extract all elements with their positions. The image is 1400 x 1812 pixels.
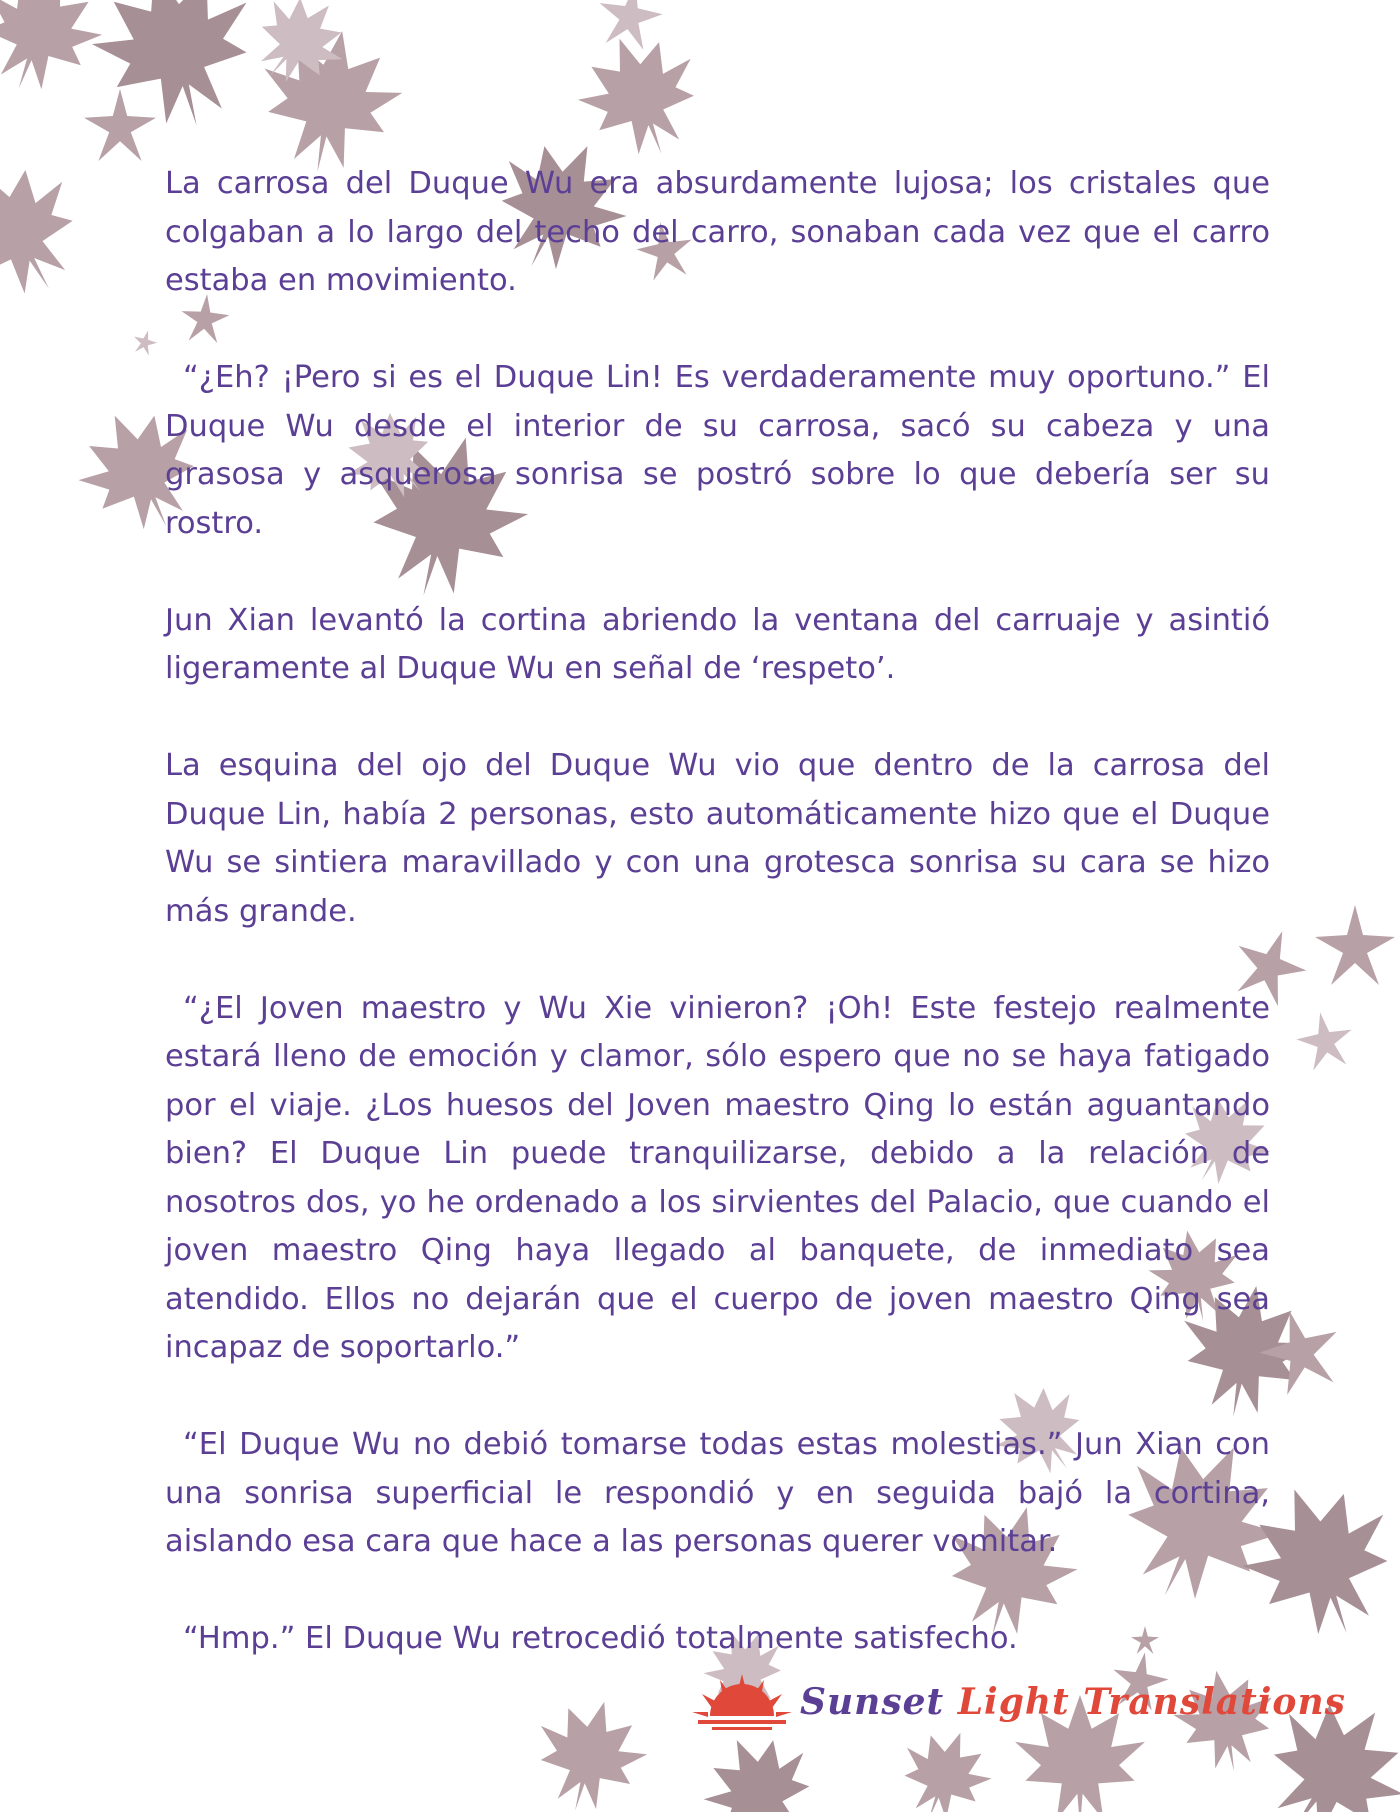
logo-word-light: Light — [957, 1681, 1070, 1723]
sunset-light-translations-logo — [690, 1672, 1346, 1732]
maple-leaf-icon — [1315, 905, 1395, 985]
maple-leaf-icon — [0, 141, 105, 321]
document-body — [165, 160, 1270, 1712]
maple-leaf-icon — [1293, 1008, 1358, 1073]
paragraph-6: “El Duque Wu no debió tomarse todas estas molestias.” Jun Xian con una sonrisa superficial le respondió y en seguida bajó la cortina, aislando esa cara que hace a las personas querer vomitar. — [165, 1427, 1270, 1559]
logo-text — [800, 1678, 1346, 1726]
logo-word-sunset: Sunset — [800, 1681, 945, 1723]
sunset-sun-icon — [690, 1672, 795, 1732]
maple-leaf-icon — [84, 89, 156, 161]
logo-word-translations: Translations — [1083, 1681, 1346, 1723]
paragraph-5: “¿El Joven maestro y Wu Xie vinieron? ¡Oh! Este festejo realmente estará lleno de emoción y clamor, sólo espero que no se haya fatigado por el viaje. ¿Los huesos del Joven maestro Qing lo están aguantando bien? El Duque Lin puede tranquilizarse, debido a la relación de nosotros dos, yo he ordenado a los sirvientes del Palacio, que cuando el joven maestro Qing haya llegado al banquete, de inmediato sea atendido. Ellos no dejarán que el cuerpo de joven maestro Qing sea incapaz de soportarlo.” — [165, 990, 1270, 1365]
maple-leaf-icon — [0, 0, 117, 109]
maple-leaf-icon — [130, 327, 159, 356]
paragraph-7: “Hmp.” El Duque Wu retrocedió totalmente satisfecho. — [183, 1621, 1018, 1656]
maple-leaf-icon — [593, 0, 667, 52]
paragraph-3: Jun Xian levantó la cortina abriendo la ventana del carruaje y asintió ligeramente al Duque Wu en señal de ‘respeto’. — [165, 602, 1270, 686]
paragraph-2: “¿Eh? ¡Pero si es el Duque Lin! Es verdaderamente muy oportuno.” El Duque Wu desde el interior de su carrosa, sacó su cabeza y una grasosa y asquerosa sonrisa se postró sobre lo que debería ser su rostro. — [165, 360, 1270, 541]
paragraph-1: La carrosa del Duque Wu era absurdamente lujosa; los cristales que colgaban a lo largo del techo del carro, sonaban cada vez que el carro estaba en movimiento. — [165, 166, 1270, 298]
paragraph-4: La esquina del ojo del Duque Wu vio que dentro de la carrosa del Duque Lin, había 2 personas, esto automáticamente hizo que el Duque Wu se sintiera maravillado y con una grotesca sonrisa su cara se hizo más grande. — [165, 748, 1270, 929]
